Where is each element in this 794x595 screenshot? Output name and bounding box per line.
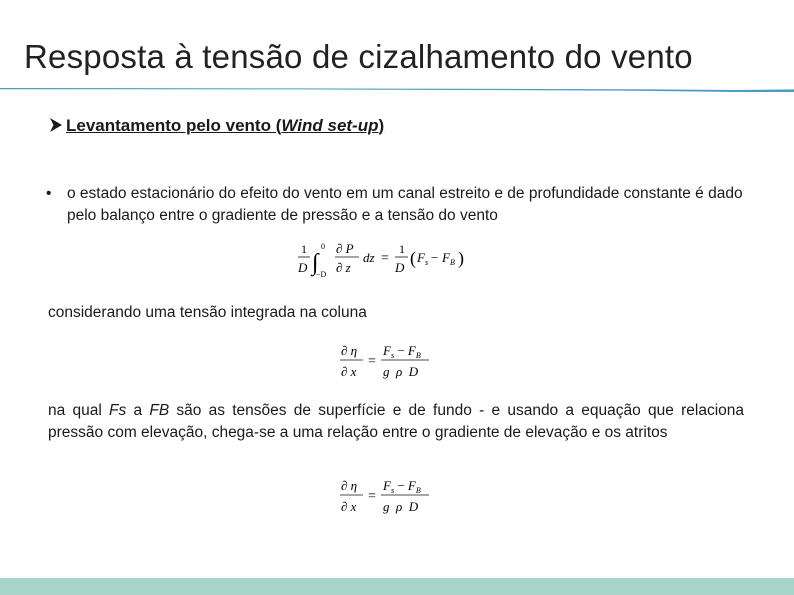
arrow-bullet-icon: [48, 117, 64, 133]
slide-title: Resposta à tensão de cizalhamento do vento: [24, 38, 693, 75]
eq1-equals: =: [381, 251, 389, 266]
eq1-rparen: ): [458, 248, 464, 268]
eq2-deta: ∂ η: [341, 343, 358, 358]
eq1-Fs: F: [417, 250, 425, 265]
eq3-denominator: g ρ D: [383, 499, 419, 514]
section-heading-label: Levantamento pelo vento (Wind set-up): [66, 116, 385, 135]
eq2-numerator: $F_s - F_B$: [383, 343, 421, 360]
bullet-text: o estado estacionário do efeito do vento em um canal estreito e de profundidade constante é dado pelo balanço entre o gradiente de pressão e a tensão do vento: [67, 185, 743, 224]
eq3-numerator: $F_s - F_B$: [383, 478, 421, 495]
paragraph-stress-explanation: na qual Fs a FB são as tensões de superfície e de fundo - e usando a equação que relaciona pressão com elevação, chega-se a uma relação entre o gradiente de elevação e os atritos: [48, 402, 744, 441]
bullet-marker: •: [46, 185, 52, 202]
footer-bar: [0, 578, 794, 595]
eq2-denominator: g ρ D: [383, 364, 419, 379]
eq3-dx: ∂ x: [341, 499, 357, 514]
equation-balance: [296, 240, 476, 280]
eq1-FB-sub: B: [450, 258, 455, 267]
eq1-dP: ∂ P: [336, 241, 354, 256]
eq2-dx: ∂ x: [341, 364, 357, 379]
eq1-D-rhs: D: [395, 260, 405, 275]
eq1-Fs-sub: s: [425, 258, 429, 267]
eq1-one-rhs: 1: [399, 242, 405, 256]
eq1-minus: −: [431, 250, 439, 265]
eq1-dz: dz: [363, 250, 375, 265]
eq1-int-lower: −D: [316, 270, 327, 279]
eq2-equals: =: [368, 354, 376, 369]
section-heading: [48, 116, 384, 136]
eq1-int-upper: 0: [321, 242, 325, 251]
eq1-integral: ∫: [312, 250, 319, 276]
eq1-dz-frac: ∂ z: [336, 260, 351, 275]
paragraph-column-stress: considerando uma tensão integrada na coluna: [48, 304, 367, 321]
equation-elevation-gradient-1: [337, 341, 437, 383]
eq1-FB: F: [442, 250, 450, 265]
eq1-one: 1: [301, 242, 307, 256]
equation-elevation-gradient-2: [337, 476, 437, 518]
eq1-lparen: (: [410, 248, 416, 268]
eq3-deta: ∂ η: [341, 478, 358, 493]
eq3-equals: =: [368, 489, 376, 504]
title-underline: [0, 86, 794, 94]
eq1-D: D: [298, 260, 308, 275]
bullet-item: [46, 183, 746, 227]
